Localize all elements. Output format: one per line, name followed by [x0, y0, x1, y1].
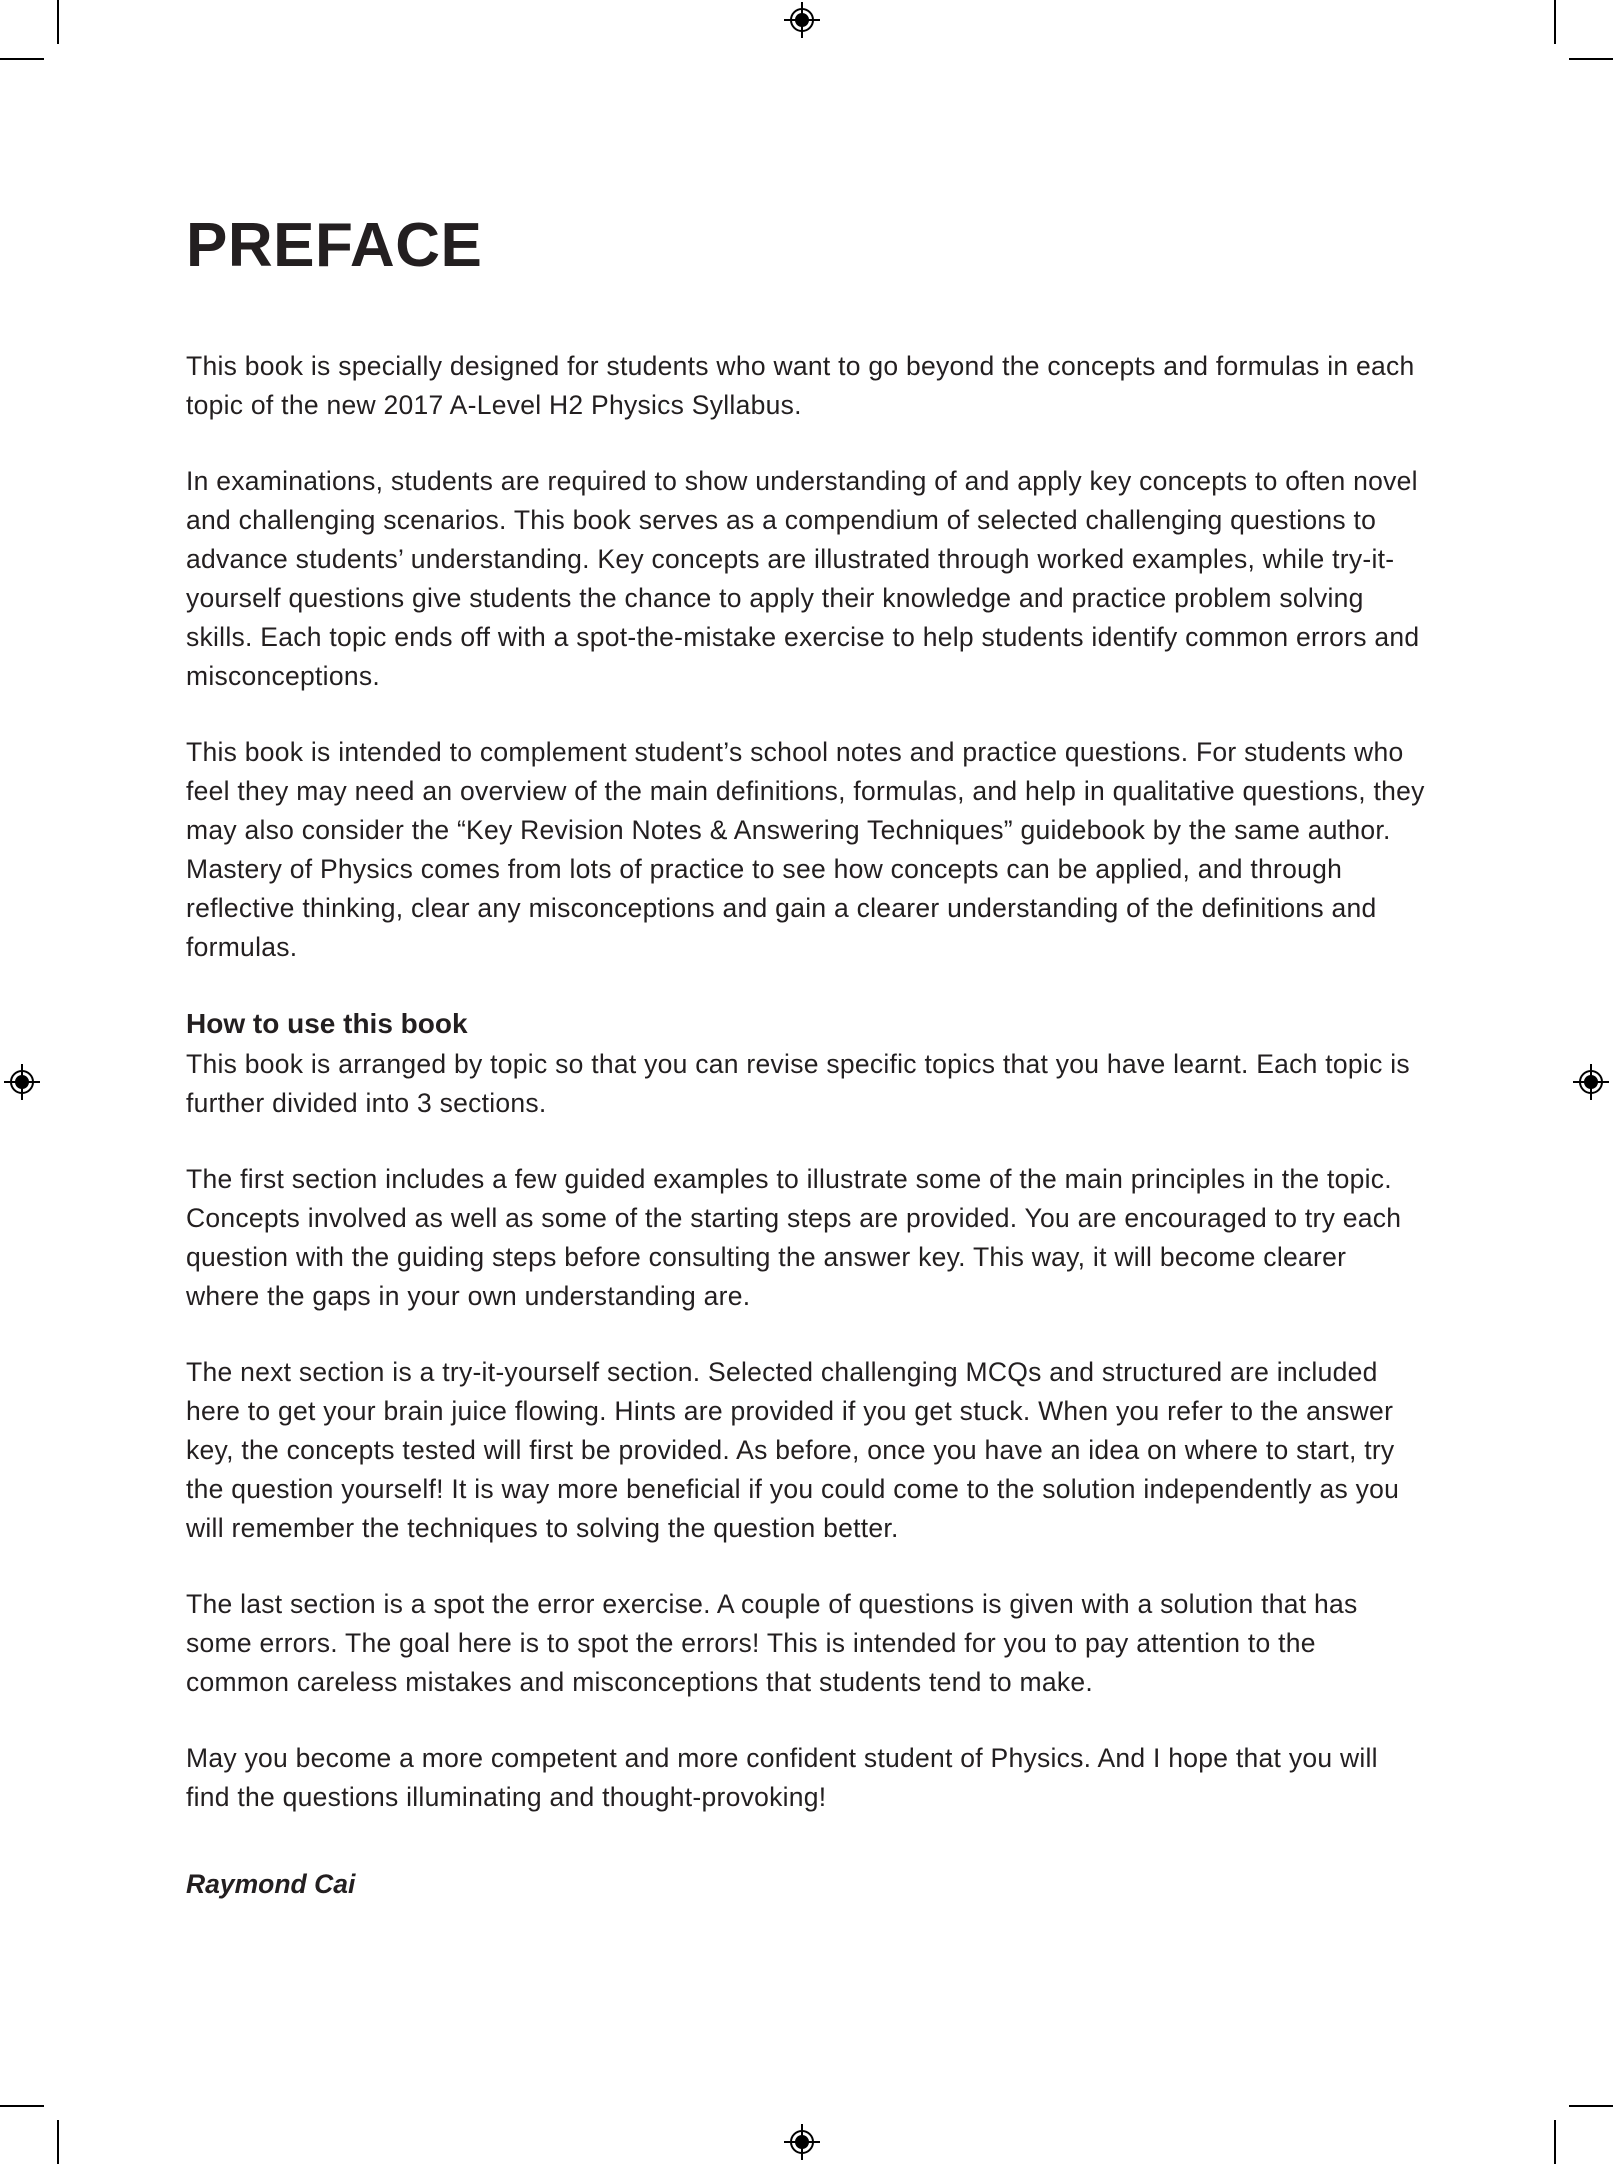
crop-mark-icon — [1554, 0, 1556, 44]
crop-mark-icon — [57, 0, 59, 44]
crop-mark-icon — [1569, 58, 1613, 60]
registration-target-icon — [784, 2, 820, 38]
paragraph-first-section: The first section includes a few guided examples to illustrate some of the main principles in the topic. Concepts involved as well as some of the starting steps are provided. You are encouraged to try each question with the guiding steps before consulting the answer key. This way, it will become clearer where the gaps in your own understanding are. — [186, 1164, 1402, 1311]
paragraph-examinations: In examinations, students are required to show understanding of and apply key concepts to often novel and challenging scenarios. This book serves as a compendium of selected challenging questions to advance students’ understanding. Key concepts are illustrated through worked examples, while try-it-yourself questions give students the chance to apply their knowledge and practice problem solving skills. Each topic ends off with a spot-the-mistake exercise to help students identify common errors and misconceptions. — [186, 466, 1420, 691]
paragraph-last-section: The last section is a spot the error exercise. A couple of questions is given with a solution that has some errors. The goal here is to spot the errors! This is intended for you to pay attention to the common careless mistakes and misconceptions that students tend to make. — [186, 1589, 1358, 1697]
paragraph-intro: This book is specially designed for students who want to go beyond the concepts and formulas in each topic of the new 2017 A-Level H2 Physics Syllabus. — [186, 351, 1415, 420]
section-heading-how-to-use: How to use this book — [186, 1008, 468, 1039]
paragraph-closing: May you become a more competent and more confident student of Physics. And I hope that you will find the questions illuminating and thought-provoking! — [186, 1743, 1378, 1812]
paragraph-complement: This book is intended to complement student’s school notes and practice questions. For students who feel they may need an overview of the main definitions, formulas, and help in qualitative questions, they may also consider the “Key Revision Notes & Answering Techniques” guidebook by the same author. Mastery of Physics comes from lots of practice to see how concepts can be applied, and through reflective thinking, clear any misconceptions and gain a clearer understanding of the definitions and formulas. — [186, 737, 1425, 962]
paragraph-next-section: The next section is a try-it-yourself section. Selected challenging MCQs and structured are included here to get your brain juice flowing. Hints are provided if you get stuck. When you refer to the answer key, the concepts tested will first be provided. As before, once you have an idea on where to start, try the question yourself! It is way more beneficial if you could come to the solution independently as you will remember the techniques to solving the question better. — [186, 1357, 1400, 1543]
author-signature: Raymond Cai — [186, 1869, 356, 1899]
crop-mark-icon — [0, 58, 44, 60]
registration-target-icon — [784, 2124, 820, 2160]
page-title: PREFACE — [186, 211, 483, 280]
crop-mark-icon — [1554, 2120, 1556, 2164]
preface-content — [186, 211, 1426, 1904]
crop-mark-icon — [1569, 2105, 1613, 2107]
paragraph-arranged-by-topic: This book is arranged by topic so that you can revise specific topics that you have learnt. Each topic is further divided into 3 sections. — [186, 1049, 1410, 1118]
registration-target-icon — [1573, 1064, 1609, 1100]
crop-mark-icon — [0, 2105, 44, 2107]
crop-mark-icon — [57, 2120, 59, 2164]
registration-target-icon — [4, 1064, 40, 1100]
